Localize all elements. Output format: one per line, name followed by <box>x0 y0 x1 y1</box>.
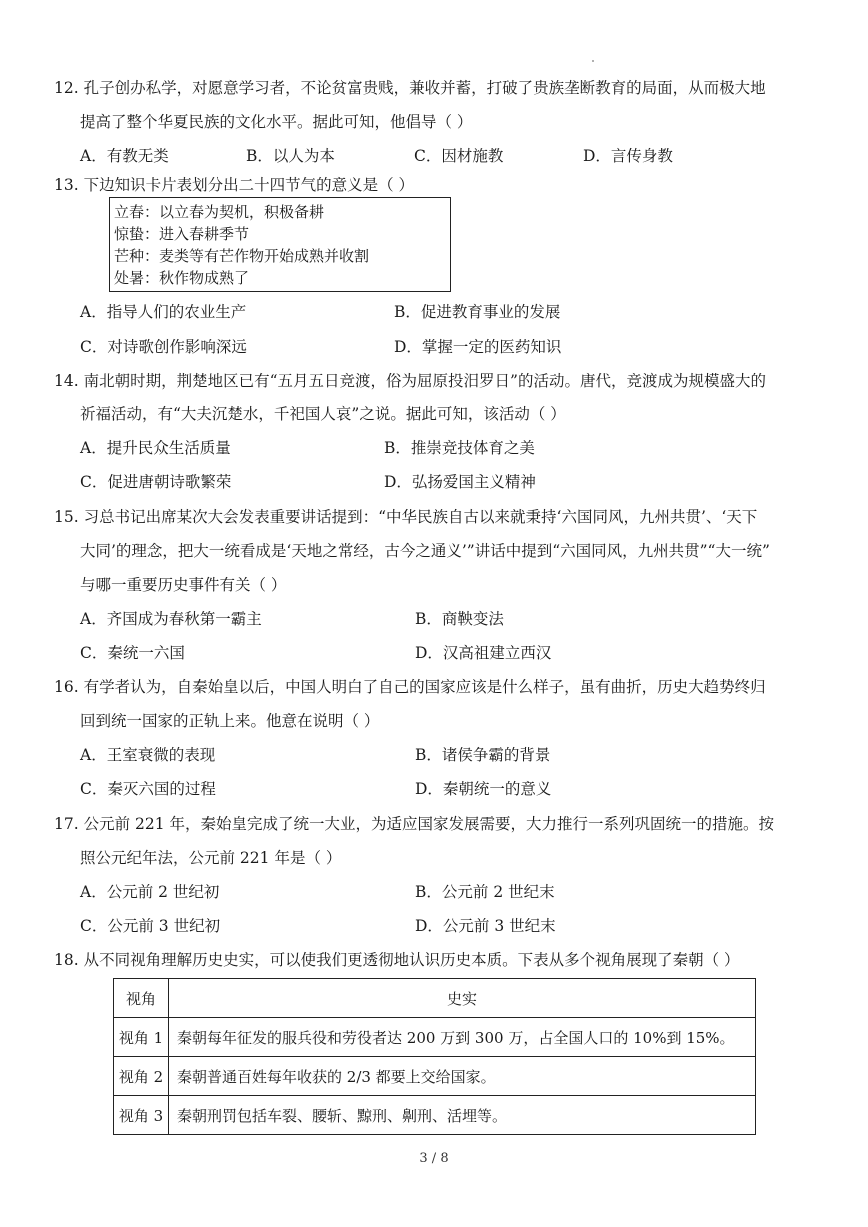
option-c: C．对诗歌创作影响深远 <box>80 338 247 356</box>
question-number: 15. 习总书记出席某次大会发表重要讲话提到：“中华民族自古以来就秉持‘六国同风，九州共贯’、‘天下 <box>54 508 758 526</box>
question-text: 照公元纪年法，公元前 221 年是（ ） <box>80 849 342 867</box>
table-row <box>114 1057 756 1096</box>
option-a: A．提升民众生活质量 <box>80 439 231 457</box>
option-d: D．弘扬爱国主义精神 <box>384 473 536 491</box>
card-line: 惊蛰：进入春耕季节 <box>114 225 250 243</box>
option-a: A．指导人们的农业生产 <box>80 303 247 321</box>
question-number: 13. 下边知识卡片表划分出二十四节气的意义是（ ） <box>54 176 415 194</box>
option-a: A．王室衰微的表现 <box>80 746 216 764</box>
card-line: 芒种：麦类等有芒作物开始成熟并收割 <box>114 247 370 265</box>
question-text: 祈福活动，有“大夫沉楚水，千祀国人哀”之说。据此可知，该活动（ ） <box>80 405 566 423</box>
option-b: B．商鞅变法 <box>415 610 504 628</box>
table-cell: 秦朝刑罚包括车裂、腰斩、黥刑、劓刑、活埋等。 <box>169 1096 756 1135</box>
option-d: D．掌握一定的医药知识 <box>394 338 562 356</box>
option-d: D．秦朝统一的意义 <box>415 780 552 798</box>
question-number: 16. 有学者认为，自秦始皇以后，中国人明白了自己的国家应该是什么样子，虽有曲折，历史大趋势终归 <box>54 678 766 696</box>
scan-dot <box>592 60 594 62</box>
question-text: 习总书记出席某次大会发表重要讲话提到：“中华民族自古以来就秉持‘六国同风，九州共贯’、‘天下 <box>83 508 758 526</box>
table-header: 视角 <box>114 979 169 1018</box>
option-c: C．因材施教 <box>414 147 504 165</box>
option-b: B．以人为本 <box>246 147 335 165</box>
question-text: 有学者认为，自秦始皇以后，中国人明白了自己的国家应该是什么样子，虽有曲折，历史大趋势终归 <box>83 678 766 696</box>
option-c: C．秦灭六国的过程 <box>80 780 216 798</box>
page-number: 3 / 8 <box>419 1151 449 1166</box>
card-line: 处暑：秋作物成熟了 <box>114 269 250 287</box>
option-a: A．齐国成为春秋第一霸主 <box>80 610 262 628</box>
question-text: 提高了整个华夏民族的文化水平。据此可知，他倡导（ ） <box>80 113 473 131</box>
table-cell: 视角 1 <box>114 1018 169 1057</box>
option-b: B．推崇竞技体育之美 <box>384 439 535 457</box>
table-cell: 视角 2 <box>114 1057 169 1096</box>
knowledge-card <box>109 197 451 292</box>
table-row <box>114 1096 756 1135</box>
table-cell: 秦朝普通百姓每年收获的 2/3 都要上交给国家。 <box>169 1057 756 1096</box>
option-c: C．公元前 3 世纪初 <box>80 917 221 935</box>
question-text: 下边知识卡片表划分出二十四节气的意义是（ ） <box>83 176 415 194</box>
question-number: 12. 孔子创办私学，对愿意学习者，不论贫富贵贱，兼收并蓄，打破了贵族垄断教育的局面，从而极大地 <box>54 79 766 97</box>
table-cell: 视角 3 <box>114 1096 169 1135</box>
option-d: D．言传身教 <box>583 147 673 165</box>
option-b: B．促进教育事业的发展 <box>394 303 561 321</box>
option-c: C．促进唐朝诗歌繁荣 <box>80 473 232 491</box>
question-text: 从不同视角理解历史史实，可以使我们更透彻地认识历史本质。下表从多个视角展现了秦朝（ ） <box>83 951 740 969</box>
option-c: C．秦统一六国 <box>80 644 185 662</box>
question-text: 公元前 221 年，秦始皇完成了统一大业，为适应国家发展需要，大力推行一系列巩固统一的措施。按 <box>83 815 775 833</box>
option-a: A．有教无类 <box>80 147 169 165</box>
table-row <box>114 1018 756 1057</box>
option-a: A．公元前 2 世纪初 <box>80 883 220 901</box>
table-header-row <box>114 979 756 1018</box>
card-line: 立春：以立春为契机，积极备耕 <box>114 203 325 221</box>
table-cell: 秦朝每年征发的服兵役和劳役者达 200 万到 300 万，占全国人口的 10%到 15%。 <box>169 1018 756 1057</box>
option-d: D．公元前 3 世纪末 <box>415 917 556 935</box>
question-text: 回到统一国家的正轨上来。他意在说明（ ） <box>80 712 380 730</box>
history-table <box>113 978 756 1135</box>
question-text: 与哪一重要历史事件有关（ ） <box>80 576 287 594</box>
question-text: 孔子创办私学，对愿意学习者，不论贫富贵贱，兼收并蓄，打破了贵族垄断教育的局面，从而极大地 <box>83 79 766 97</box>
question-text: 南北朝时期，荆楚地区已有“五月五日竞渡，俗为屈原投汨罗日”的活动。唐代，竞渡成为规模盛大的 <box>83 372 766 390</box>
question-text: 大同’的理念，把大一统看成是‘天地之常经，古今之通义’”讲话中提到“六国同风，九州共贯”“大一统” <box>80 542 770 560</box>
option-b: B．诸侯争霸的背景 <box>415 746 551 764</box>
table-header: 史实 <box>169 979 756 1018</box>
question-number: 18. 从不同视角理解历史史实，可以使我们更透彻地认识历史本质。下表从多个视角展现了秦朝（ ） <box>54 951 740 969</box>
question-number: 17. 公元前 221 年，秦始皇完成了统一大业，为适应国家发展需要，大力推行一系列巩固统一的措施。按 <box>54 815 775 833</box>
question-number: 14. 南北朝时期，荆楚地区已有“五月五日竞渡，俗为屈原投汨罗日”的活动。唐代，竞渡成为规模盛大的 <box>54 372 766 390</box>
option-b: B．公元前 2 世纪末 <box>415 883 555 901</box>
option-d: D．汉高祖建立西汉 <box>415 644 552 662</box>
